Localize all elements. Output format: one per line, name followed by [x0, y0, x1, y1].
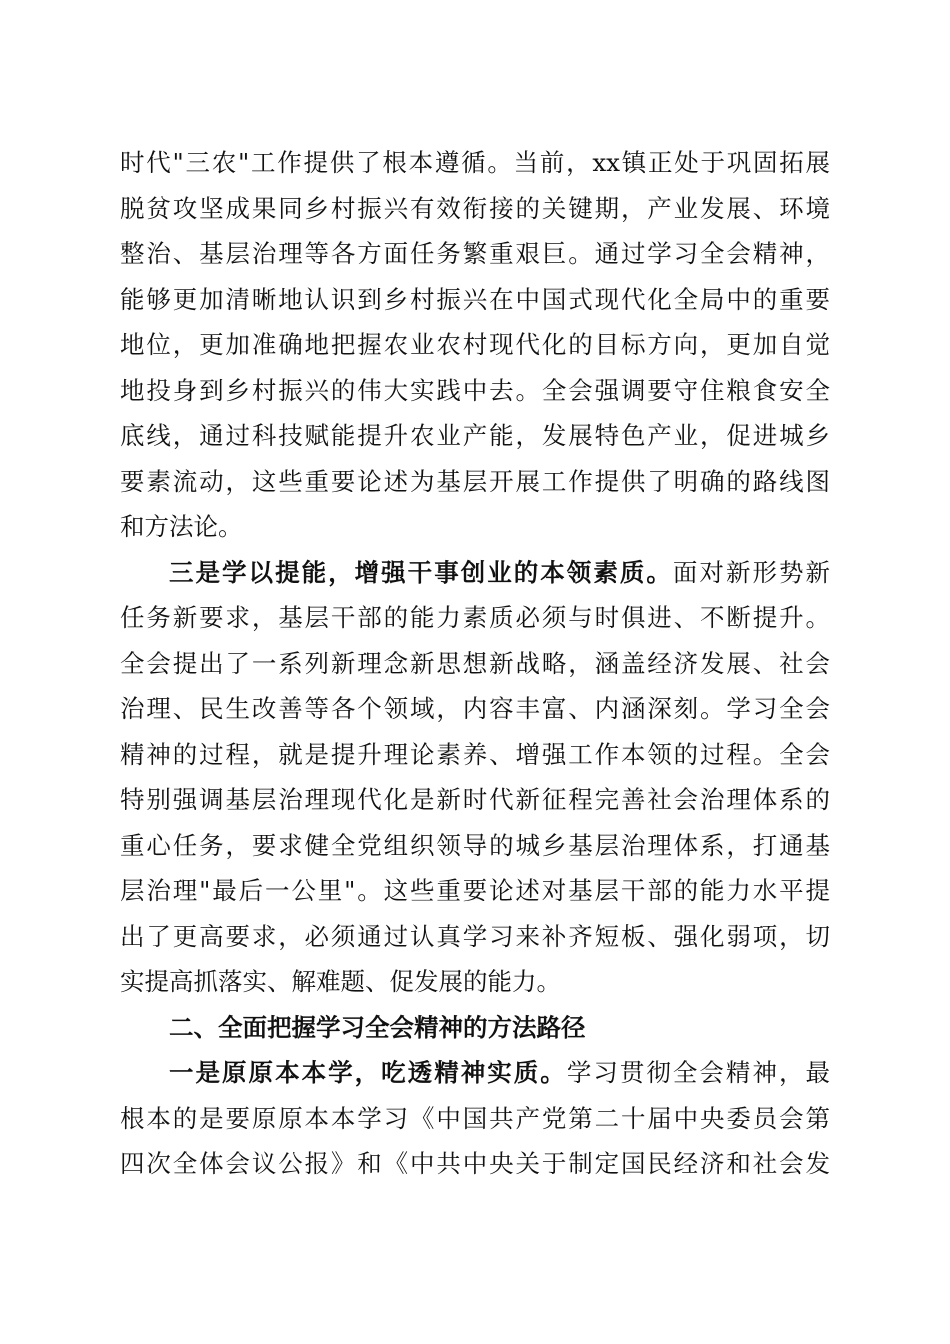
text-line: 实提高抓落实、解难题、促发展的能力。: [120, 967, 561, 996]
document-body: [120, 140, 830, 1187]
paragraph-lead-bold: 一是原原本本学，吃透精神实质。: [169, 1058, 567, 1087]
text-line: 重心任务，要求健全党组织领导的城乡基层治理体系，打通基: [120, 830, 830, 860]
paragraph-method: [120, 1050, 830, 1187]
text-line: 根本的是要原原本本学习《中国共产党第二十届中央委员会第: [120, 1103, 830, 1133]
text-line: 治理、民生改善等各个领域，内容丰富、内涵深刻。学习全会: [120, 694, 830, 723]
text-line: 特别强调基层治理现代化是新时代新征程完善社会治理体系的: [120, 785, 830, 814]
text-line: 全会提出了一系列新理念新思想新战略，涵盖经济发展、社会: [120, 648, 830, 678]
section-heading: 二、全面把握学习全会精神的方法路径: [169, 1012, 586, 1042]
paragraph-lead-rest: 面对新形势新: [672, 557, 831, 587]
text-line: 要素流动，这些重要论述为基层开展工作提供了明确的路线图: [120, 466, 830, 496]
paragraph-continuation: [120, 140, 830, 550]
text-line: 能够更加清晰地认识到乡村振兴在中国式现代化全局中的重要: [120, 284, 830, 314]
paragraph-lead-rest: 学习贯彻全会精神，最: [566, 1058, 830, 1087]
text-line: 时代"三农"工作提供了根本遵循。当前，xx镇正处于巩固拓展: [120, 148, 830, 177]
text-line: 层治理"最后一公里"。这些重要论述对基层干部的能力水平提: [120, 876, 830, 905]
text-line: 精神的过程，就是提升理论素养、增强工作本领的过程。全会: [120, 739, 830, 769]
text-line: 和方法论。: [120, 512, 243, 541]
text-line: 脱贫攻坚成果同乡村振兴有效衔接的关键期，产业发展、环境: [120, 193, 830, 223]
text-line: 地位，更加准确地把握农业农村现代化的目标方向，更加自觉: [120, 330, 830, 359]
text-line: 地投身到乡村振兴的伟大实践中去。全会强调要守住粮食安全: [120, 375, 830, 405]
text-line: 底线，通过科技赋能提升农业产能，发展特色产业，促进城乡: [120, 421, 830, 450]
text-line: 四次全体会议公报》和《中共中央关于制定国民经济和社会发: [120, 1149, 830, 1178]
paragraph-first-line: [120, 550, 830, 596]
text-line: 任务新要求，基层干部的能力素质必须与时俱进、不断提升。: [120, 603, 830, 632]
text-line: 出了更高要求，必须通过认真学习来补齐短板、强化弱项，切: [120, 921, 830, 951]
paragraph-first-line: [120, 1050, 830, 1096]
text-line: 整治、基层治理等各方面任务繁重艰巨。通过学习全会精神，: [120, 239, 830, 268]
paragraph-lead-bold: 三是学以提能，增强干事创业的本领素质。: [169, 557, 673, 587]
paragraph-skills: [120, 550, 830, 1005]
